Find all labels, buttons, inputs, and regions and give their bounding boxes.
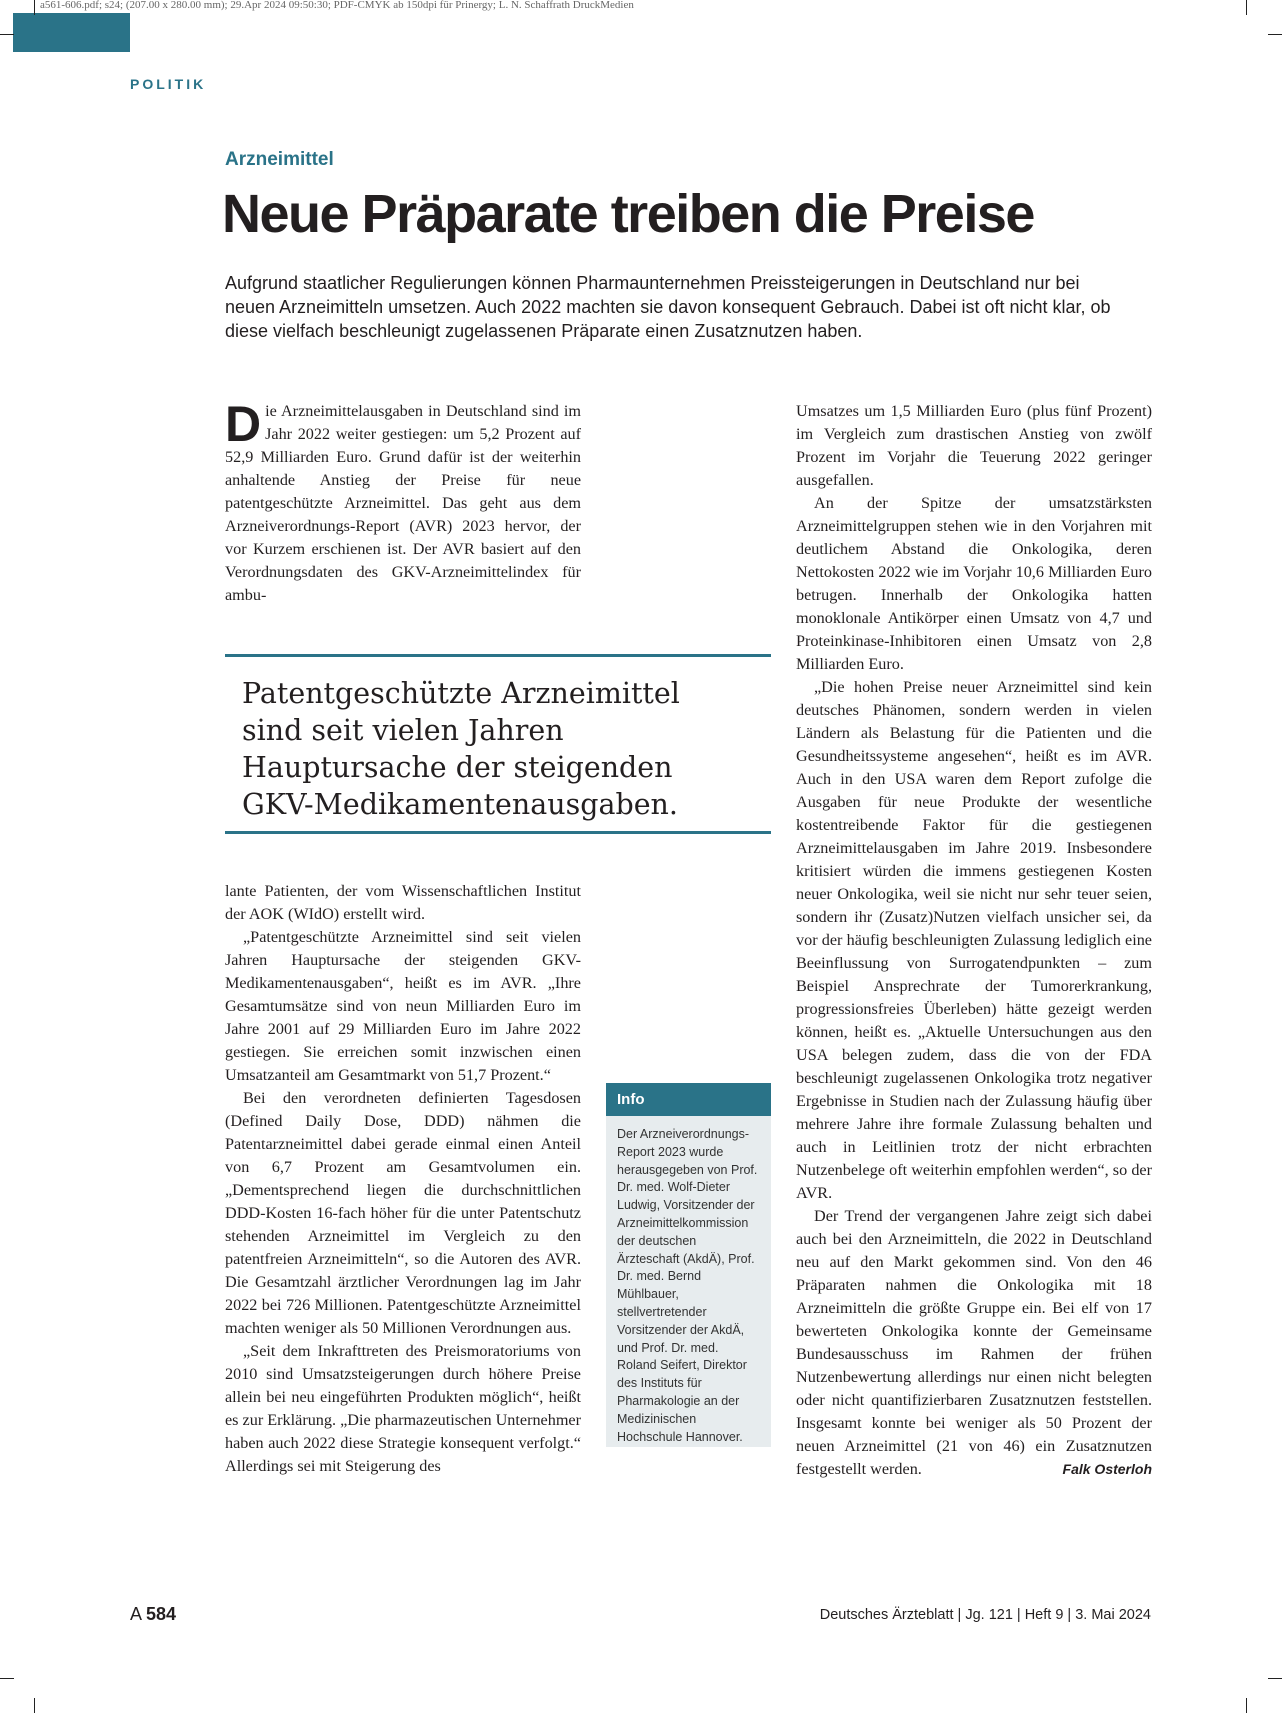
section-color-tab	[13, 13, 130, 52]
crop-mark	[1268, 34, 1282, 35]
article-kicker: Arzneimittel	[225, 149, 334, 170]
body-paragraph: Der Trend der vergangenen Jahre zeigt sich dabei auch bei den Arzneimitteln, die 2022 in Deutschland neu auf den Markt gekommen sind. Von den 46 Präparaten nahmen die Onkologika mit 18 Arzneimitteln die größte Gruppe ein. Bei elf von 17 bewerteten Onkologika konnte der Gemeinsame Bundesausschuss im Rahmen der frühen Nutzenbewertung allerdings nur einen nicht belegten oder nicht quantifizierbaren Zusatznutzen feststellen. Insgesamt konnte bei weniger als 50 Prozent der neuen Arzneimittel (21 von 46) ein Zusatznutzen festgestellt werden. Falk Osterloh	[796, 1205, 1152, 1481]
body-paragraph: „Die hohen Preise neuer Arzneimittel sind kein deutsches Phänomen, sondern werden in vielen Ländern als Belastung für die Patienten und die Gesundheitssysteme angesehen“, heißt es im AVR. Auch in den USA waren dem Report zufolge die Ausgaben für neue Produkte der wesentliche kostentreibende Faktor für die gestiegenen Arzneimittelausgaben im Jahre 2019. Insbesondere kritisiert würden die immens gestiegenen Kosten neuer Onkologika, weil sie nicht nur sehr teuer seien, sondern ihr (Zusatz)Nutzen vielfach unsicher sei, da vor der häufig beschleunigten Zulassung lediglich eine Beeinflussung von Surrogatendpunkten – zum Beispiel Ansprechrate der Tumorerkrankung, progressionsfreies Überleben) hätte gezeigt werden können, heißt es. „Aktuelle Untersuchungen aus den USA belegen zudem, dass die von der FDA beschleunigt zugelassenen Onkologika trotz negativer Ergebnisse in Studien nach der Zulassung häufig über mehrere Jahre ihre formale Zulassung behalten und auch in Leitlinien trotz der nicht erbrachten Nutzenbelege oft weiterhin empfohlen werden“, so der AVR.	[796, 678, 1152, 1202]
drop-cap: D	[225, 396, 262, 452]
journal-citation: Deutsches Ärzteblatt | Jg. 121 | Heft 9 | 3. Mai 2024	[819, 1607, 1151, 1623]
body-paragraph: An der Spitze der umsatzstärksten Arzneimittelgruppen stehen wie in den Vorjahren mit deutlichem Abstand die Onkologika, deren Nettokosten 2022 wie im Vorjahr 10,6 Milliarden Euro betrugen. Innerhalb der Onkologika hatten monoklonale Antikörper einen Umsatz von 4,7 und Proteinkinase-Inhibitoren einen Umsatz von 2,8 Milliarden Euro.	[796, 494, 1152, 673]
body-column-2	[796, 400, 1152, 1481]
author-byline: Falk Osterloh	[1062, 1461, 1152, 1477]
crop-mark	[1268, 1678, 1282, 1679]
body-paragraph: Bei den verordneten definierten Tagesdosen (Defined Daily Dose, DDD) nähmen die Patentarzneimittel dabei gerade einmal einen Anteil von 6,7 Prozent am Gesamtvolumen ein. „Dementsprechend liegen die durchschnittlichen DDD-Kosten 16-fach höher für die unter Patentschutz stehenden Arzneimittel im Vergleich zu den patentfreien Arzneimitteln“, so die Autoren des AVR. Die Gesamtzahl ärztlicher Verordnungen lag im Jahr 2022 bei 726 Millionen. Patentgeschützte Arzneimittel machten weniger als 50 Millionen Verordnungen aus.	[225, 1089, 581, 1337]
body-paragraph: „Seit dem Inkrafttreten des Preismoratoriums von 2010 sind Umsatzsteigerungen durch höhere Preise allein bei neu eingeführten Produkten möglich“, heißt es zur Erklärung. „Die pharmazeutischen Unternehmer haben auch 2022 diese Strategie konsequent verfolgt.“ Allerdings sei mit Steigerung des	[225, 1342, 581, 1475]
body-paragraph: „Patentgeschützte Arzneimittel sind seit vielen Jahren Hauptursache der steigenden GKV-Medikamentenausgaben“, heißt es im AVR. „Ihre Gesamtumsätze sind von neun Milliarden Euro im Jahre 2001 auf 29 Milliarden Euro im Jahre 2022 gestiegen. Sie erreichen somit inzwischen einen Umsatzanteil am Gesamtmarkt von 51,7 Prozent.“	[225, 928, 581, 1084]
crop-mark	[34, 0, 35, 15]
info-box	[606, 1083, 771, 1447]
body-column-1-top	[225, 396, 581, 607]
crop-mark	[34, 1698, 35, 1713]
body-paragraph: lante Patienten, der vom Wissenschaftlichen Institut der AOK (WIdO) erstellt wird.	[225, 882, 581, 923]
print-slug: a561-606.pdf; s24; (207.00 x 280.00 mm); 29.Apr 2024 09:50:30; PDF-CMYK ab 150dpi für Prinergy; L. N. Schaffrath DruckMedien	[40, 0, 634, 11]
crop-mark	[1246, 0, 1247, 15]
body-paragraph: Die Arzneimittelausgaben in Deutschland sind im Jahr 2022 weiter gestiegen: um 5,2 Prozent auf 52,9 Milliarden Euro. Grund dafür ist der weiterhin anhaltende Anstieg der Preise für neue patentgeschützte Arzneimittel. Das geht aus dem Arzneiverordnungs-Report (AVR) 2023 hervor, der vor Kurzem erschienen ist. Der AVR basiert auf den Verordnungsdaten des GKV-Arzneimittelindex für ambu-	[225, 396, 581, 604]
body-column-1-bottom	[225, 880, 581, 1478]
section-label: POLITIK	[130, 76, 207, 92]
crop-mark	[1246, 1698, 1247, 1713]
pull-quote	[225, 654, 771, 834]
crop-mark	[0, 34, 14, 35]
page-number: A 584	[130, 1604, 177, 1624]
body-paragraph: Umsatzes um 1,5 Milliarden Euro (plus fünf Prozent) im Vergleich zum drastischen Anstieg von zwölf Prozent im Vorjahr die Teuerung 2022 geringer ausgefallen.	[796, 402, 1152, 489]
info-box-title: Info	[606, 1083, 771, 1116]
article-lead: Aufgrund staatlicher Regulierungen können Pharmaunternehmen Preissteigerungen in Deutschland nur bei neuen Arzneimitteln umsetzen. Auch 2022 machten sie davon konsequent Gebrauch. Dabei ist oft nicht klar, ob diese vielfach beschleunigt zugelassenen Präparate einen Zusatznutzen haben.	[225, 273, 1111, 341]
pull-quote-text: Patentgeschützte Arzneimittel sind seit vielen Jahren Hauptursache der steigenden GKV-Medikamentenausgaben.	[242, 677, 680, 821]
info-box-text: Der Arzneiverordnungs-Report 2023 wurde herausgegeben von Prof. Dr. med. Wolf-Dieter Ludwig, Vorsitzender der Arzneimittelkommission der deutschen Ärzteschaft (AkdÄ), Prof. Dr. med. Bernd Mühlbauer, stellvertretender Vorsitzender der AkdÄ, und Prof. Dr. med. Roland Seifert, Direktor des Instituts für Pharmakologie an der Medizinischen Hochschule Hannover.	[617, 1127, 758, 1444]
crop-mark	[0, 1678, 14, 1679]
article-headline: Neue Präparate treiben die Preise	[222, 184, 1034, 244]
